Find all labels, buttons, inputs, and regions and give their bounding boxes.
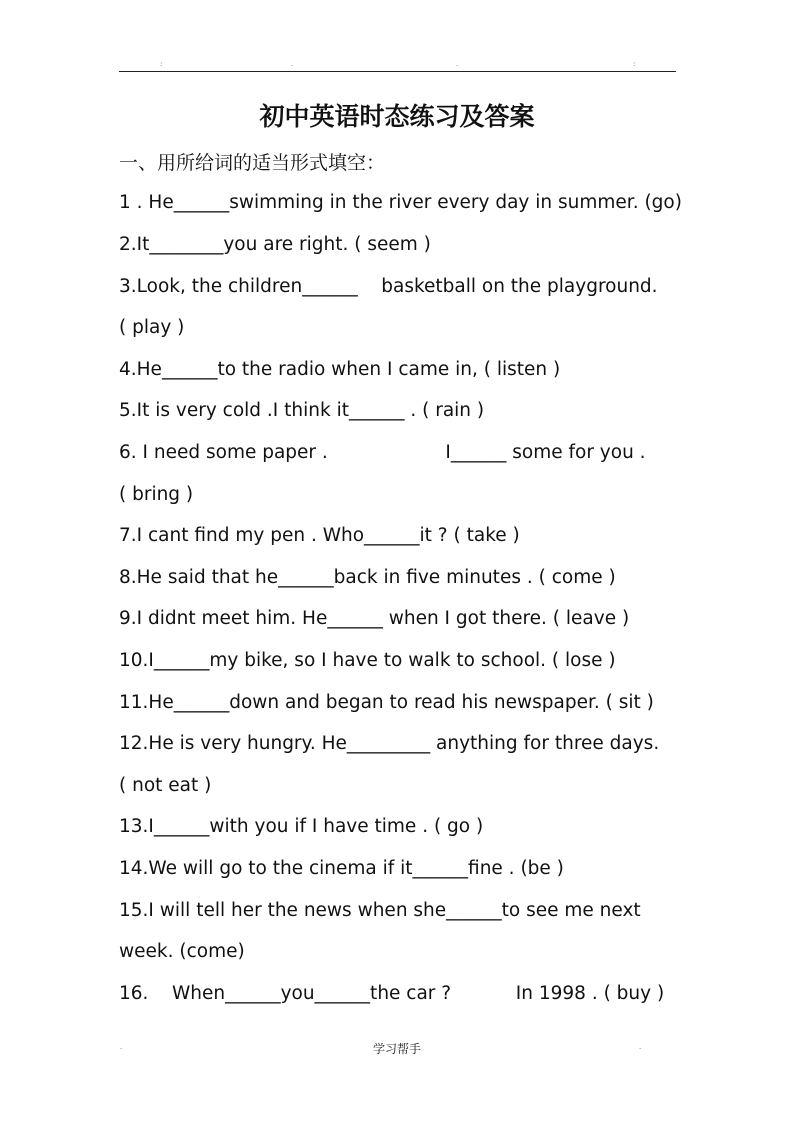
header-mark: : (160, 60, 163, 68)
exercise-line: 2.It________you are right. ( seem ) (119, 234, 431, 255)
header-mark: . (291, 60, 294, 68)
exercise-line: 9.I didnt meet him. He______ when I got there. ( leave ) (119, 608, 630, 629)
exercise-line: 7.I cant find my pen . Who______it ? ( take ) (119, 525, 520, 546)
exercise-line: 10.I______my bike, so I have to walk to school. ( lose ) (119, 650, 616, 671)
exercise-line: ( bring ) (119, 484, 194, 505)
exercise-line: 16. When______you______the car ? In 1998 . ( buy ) (119, 983, 665, 1004)
exercise-line: ( play ) (119, 317, 185, 338)
exercise-line: 13.I______with you if I have time . ( go ) (119, 816, 484, 837)
header-rule (119, 71, 676, 72)
footer-text: 学习帮手 (372, 1042, 421, 1056)
exercise-line: 8.He said that he______back in five minutes . ( come ) (119, 567, 616, 588)
exercise-line: 1 . He______swimming in the river every day in summer. (go) (119, 192, 682, 213)
footer-mark: . (120, 1043, 123, 1051)
section-heading: 一、用所给词的适当形式填空： (119, 152, 386, 174)
exercise-line: 3.Look, the children______ basketball on the playground. (119, 276, 658, 297)
exercise-line: ( not eat ) (119, 775, 212, 796)
exercise-line: week. (come) (119, 941, 245, 962)
header-mark: . (456, 60, 459, 68)
exercise-line: 14.We will go to the cinema if it______fine . (be ) (119, 858, 564, 879)
footer-mark: . (639, 1043, 642, 1051)
page-title: 初中英语时态练习及答案 (259, 102, 535, 131)
exercise-line: 4.He______to the radio when I came in, ( listen ) (119, 359, 561, 380)
exercise-line: 5.It is very cold .I think it______ . ( rain ) (119, 400, 485, 421)
exercise-line: 6. I need some paper . I______ some for you . (119, 442, 646, 463)
exercise-line: 12.He is very hungry. He_________ anything for three days. (119, 733, 660, 754)
header-mark: : (633, 60, 636, 68)
exercise-line: 15.I will tell her the news when she______to see me next (119, 900, 641, 921)
exercise-line: 11.He______down and began to read his newspaper. ( sit ) (119, 692, 654, 713)
